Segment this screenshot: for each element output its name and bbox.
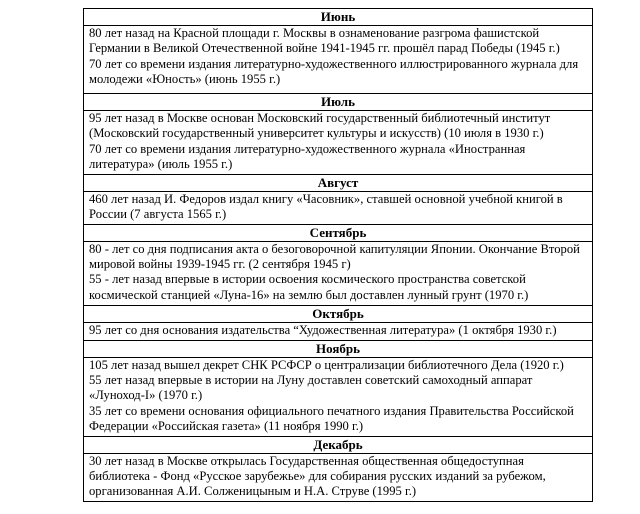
events-cell-july (84, 111, 593, 175)
events-cell-september (84, 241, 593, 305)
month-heading-june: Июнь (84, 9, 593, 26)
month-heading-october: Октябрь (84, 305, 593, 322)
month-heading-november: Ноябрь (84, 340, 593, 357)
events-cell-november (84, 357, 593, 436)
month-heading-september: Сентябрь (84, 224, 593, 241)
month-header-row (84, 305, 593, 322)
month-heading-august: Август (84, 174, 593, 191)
events-row (84, 26, 593, 94)
events-row (84, 191, 593, 224)
events-cell-august (84, 191, 593, 224)
month-header-row (84, 94, 593, 111)
events-cell-december (84, 453, 593, 501)
anniversary-calendar-table (83, 8, 593, 502)
event-text: 70 лет со времени издания литературно-художественного иллюстрированного журнала для молодежи «Юность» (июнь 1955 г.) (89, 56, 579, 87)
events-row (84, 322, 593, 340)
event-text: 80 лет назад на Красной площади г. Москвы в ознаменование разгрома фашистской Германии в Великой Отечественной войне 1941-1945 гг. прошёл парад Победы (1945 г.) (89, 26, 560, 56)
event-text: 95 лет со дня основания издательства “Художественная литература» (1 октября 1930 г.) (89, 322, 557, 337)
events-row (84, 111, 593, 175)
event-text: 95 лет назад в Москве основан Московский государственный библиотечный институт (Московский государственный университет культуры и искусств) (10 июля в 1930 г.) (89, 111, 551, 141)
month-header-row (84, 224, 593, 241)
events-row (84, 453, 593, 501)
event-text: 30 лет назад в Москве открылась Государственная общественная общедоступная библиотека - Фонд «Русское зарубежье» для собирания русских изданий за рубежом, организованная А.И. Солженицыным и Н.А. Струве (1995 г.) (89, 453, 546, 499)
event-text: 460 лет назад И. Федоров издал книгу «Часовник», ставшей основной учебной книгой в России (7 августа 1565 г.) (89, 191, 563, 222)
month-header-row (84, 174, 593, 191)
month-header-row (84, 340, 593, 357)
month-header-row (84, 9, 593, 26)
month-heading-july: Июль (84, 94, 593, 111)
event-text: 55 - лет назад впервые в истории освоения космического пространства советской космической станцией «Луна-16» на землю был доставлен лунный грунт (1970 г.) (89, 272, 529, 302)
events-cell-october (84, 322, 593, 340)
events-row (84, 241, 593, 305)
event-text: 55 лет назад впервые в истории на Луну доставлен советский самоходный аппарат «Луноход-I» (1970 г.) (89, 373, 533, 403)
events-row (84, 357, 593, 436)
event-text: 105 лет назад вышел декрет СНК РСФСР о централизации библиотечного Дела (1920 г.) (89, 357, 564, 372)
month-header-row (84, 436, 593, 453)
event-text: 80 - лет со дня подписания акта о безоговорочной капитуляции Японии. Окончание Второй мировой войны 1939-1945 гг. (2 сентября 1945 г) (89, 241, 580, 272)
events-cell-june (84, 26, 593, 94)
event-text: 70 лет со времени издания литературно-художественного журнала «Иностранная литература» (июль 1955 г.) (89, 141, 526, 172)
month-heading-december: Декабрь (84, 436, 593, 453)
event-text: 35 лет со времени основания официального печатного издания Правительства Российской Федерации «Российская газета» (11 ноября 1990 г.) (89, 403, 574, 434)
